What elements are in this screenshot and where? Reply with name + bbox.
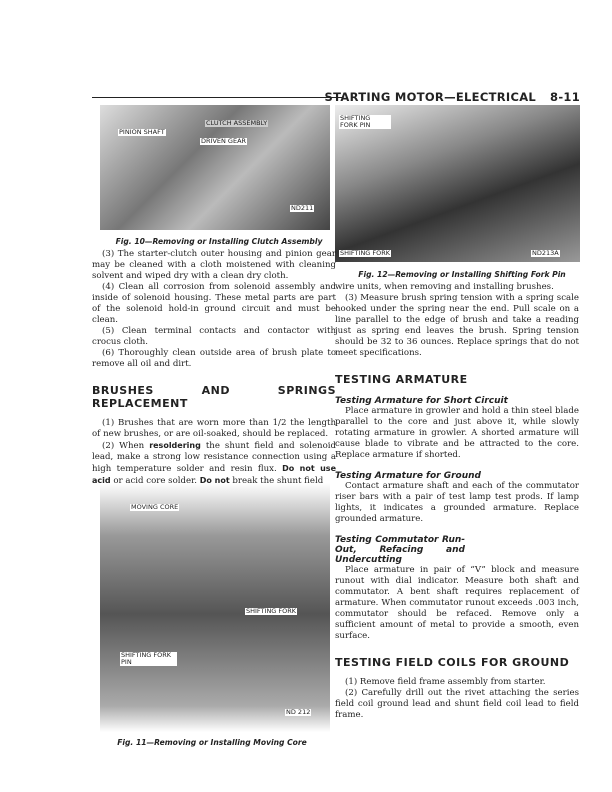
subsection-heading: Testing Armature for Short Circuit (335, 396, 508, 406)
fig-label: ND211 (291, 204, 314, 212)
emphasis: resoldering (149, 441, 201, 450)
paragraph: Place armature in growler and hold a thin steel blade parallel to the core and just above it, while slowly rotating armature in growler. A shorted armature will cause blade to vibrate and be attracted to the core. Replace armature if shorted. (335, 406, 579, 460)
fig-label: ND213A (532, 249, 559, 257)
paragraph: (6) Thoroughly clean outside area of brush plate to remove all oil and dirt. (92, 348, 336, 369)
header-title: STARTING MOTOR—ELECTRICAL (324, 90, 537, 104)
text: break the shunt field (229, 476, 324, 486)
fig-label: SHIFTING FORK (246, 607, 297, 615)
section-heading: TESTING ARMATURE (335, 373, 468, 386)
text: or acid core solder. (110, 476, 200, 486)
subsection-heading: Testing Commutator Run-Out, Refacing and Undercutting (335, 535, 465, 565)
fig-label: MOVING CORE (131, 503, 179, 511)
fig-label: CLUTCH ASSEMBLY (206, 119, 268, 127)
text: (2) When (102, 441, 150, 451)
right-column (335, 270, 579, 721)
paragraph: (1) Remove field frame assembly from starter. (345, 677, 546, 687)
paragraph: Contact armature shaft and each of the commutator riser bars with a pair of test lamp test prods. If lamp lights, it indicates a grounded armature. Replace grounded armature. (335, 481, 579, 524)
fig12-photo (335, 105, 580, 262)
fig-label: ND 212 (286, 708, 311, 716)
fig-label: SHIFTING FORK (340, 249, 391, 257)
paragraph: wire units, when removing and installing brushes. (335, 282, 554, 292)
paragraph: (1) Brushes that are worn more than 1/2 the length of new brushes, or are oil-soaked, should be replaced. (92, 418, 336, 439)
fig11-caption: Fig. 11—Removing or Installing Moving Core (117, 738, 307, 747)
page-header (325, 90, 580, 104)
emphasis: Do not (199, 476, 230, 485)
paragraph: (4) Clean all corrosion from solenoid assembly and inside of solenoid housing. These metal parts are part of the solenoid hold-in ground circuit and must be clean. (92, 282, 336, 325)
paragraph: (3) The starter-clutch outer housing and pinion gear may be cleaned with a cloth moistened with cleaning solvent and wiped dry with a clean dry cloth. (92, 249, 336, 281)
fig-label: PINION SHAFT (119, 128, 165, 136)
paragraph: (2) Carefully drill out the rivet attaching the series field coil ground lead and shunt field coil lead to field frame. (335, 688, 579, 720)
fig-label: SHIFTING FORK PIN (339, 115, 391, 129)
paragraph: (5) Clean terminal contacts and contactor with crocus cloth. (92, 326, 336, 347)
fig10-caption: Fig. 10—Removing or Installing Clutch Assembly (115, 237, 323, 246)
page-number: 8-11 (550, 90, 580, 104)
text: the shunt field and solenoid lead, make a strong low resistance connection using a high temperature solder and resin flux. (92, 441, 337, 474)
fig12-caption: Fig. 12—Removing or Installing Shifting Fork Pin (358, 270, 566, 279)
fig11-photo (100, 470, 330, 732)
fig-label: SHIFTING FORK PIN (120, 652, 177, 666)
fig10-photo (100, 105, 330, 230)
header-rule (92, 97, 342, 98)
paragraph: Place armature in pair of “V” block and measure runout with dial indicator. Measure both shaft and commutator. A bent shaft requires replacement of armature. When commutator runout exceeds .003 inch, commutator should be refaced. Remove only a sufficient amount of metal to provide a smooth, even surface. (335, 565, 579, 641)
paragraph (92, 440, 336, 487)
paragraph: (3) Measure brush spring tension with a spring scale hooked under the spring near the end. Pull scale on a line parallel to the edge of brush and take a reading just as spring end leaves the brush. Spring tension should be 32 to 36 ounces. Replace springs that do not meet specifications. (335, 293, 579, 358)
section-heading: TESTING FIELD COILS FOR GROUND (335, 656, 570, 669)
left-column (92, 237, 336, 487)
emphasis: Do not use acid (92, 464, 336, 485)
fig-label: DRIVEN GEAR (201, 137, 247, 145)
section-heading: BRUSHES AND SPRINGS REPLACEMENT (92, 384, 336, 410)
subsection-heading: Testing Armature for Ground (335, 471, 481, 481)
